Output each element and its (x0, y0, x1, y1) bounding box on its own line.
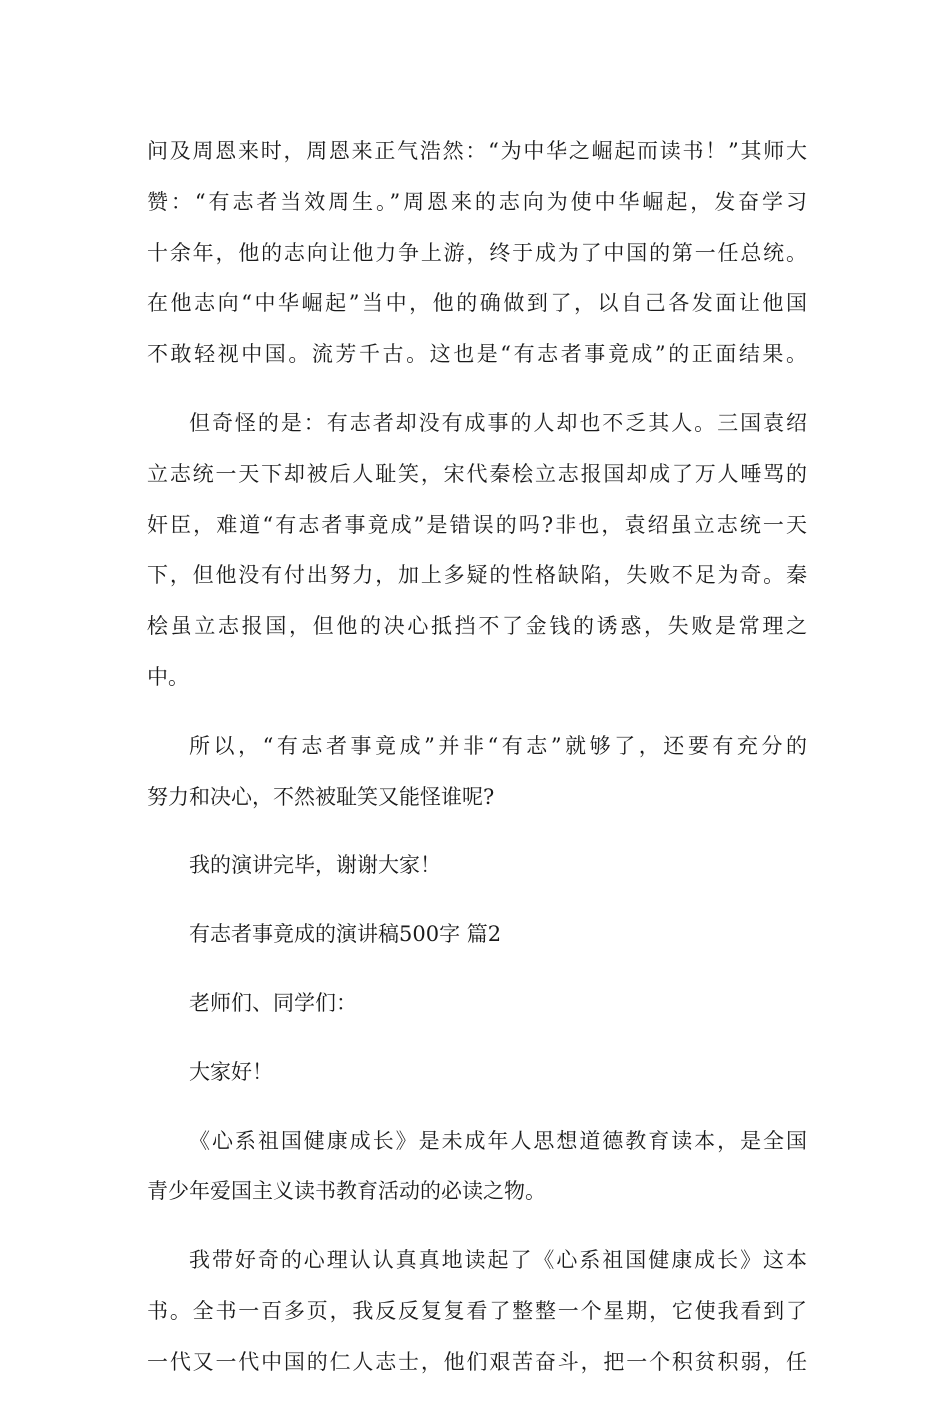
paragraph (147, 978, 807, 1029)
text-line: 在他志向“中华崛起”当中，他的确做到了，以自己各发面让他国 (147, 291, 807, 316)
paragraph (147, 126, 807, 380)
text-line: 我的演讲完毕，谢谢大家！ (189, 853, 441, 878)
paragraph (147, 1047, 807, 1098)
text-line: 所以，“有志者事竟成”并非“有志”就够了，还要有充分的 (189, 733, 807, 758)
text-line: 桧虽立志报国，但他的决心抵挡不了金钱的诱惑，失败是常理之 (147, 614, 807, 639)
text-line: 努力和决心，不然被耻笑又能怪谁呢? (147, 784, 495, 809)
paragraph (147, 721, 807, 823)
text-line: 老师们、同学们： (189, 990, 357, 1015)
text-line: 一代又一代中国的仁人志士，他们艰苦奋斗，把一个积贫积弱，任 (147, 1349, 807, 1374)
text-line: 下，但他没有付出努力，加上多疑的性格缺陷，失败不足为奇。秦 (147, 563, 807, 588)
paragraph (147, 1235, 807, 1387)
text-line: 但奇怪的是：有志者却没有成事的人却也不乏其人。三国袁绍 (189, 410, 807, 435)
paragraph (147, 398, 807, 703)
text-line: 问及周恩来时，周恩来正气浩然：“为中华之崛起而读书！”其师大 (147, 139, 807, 163)
paragraph (147, 840, 807, 891)
text-line: 《心系祖国健康成长》是未成年人思想道德教育读本，是全国 (189, 1128, 807, 1153)
text-line: 有志者事竟成的演讲稿500字 篇2 (189, 922, 502, 947)
text-line: 中。 (147, 664, 189, 689)
text-line: 我带好奇的心理认认真真地读起了《心系祖国健康成长》这本 (189, 1248, 807, 1273)
paragraph (147, 1116, 807, 1218)
text-line: 立志统一天下却被后人耻笑，宋代秦桧立志报国却成了万人唾骂的 (147, 461, 807, 486)
text-line: 十余年，他的志向让他力争上游，终于成为了中国的第一任总统。 (147, 240, 807, 265)
text-line: 不敢轻视中国。流芳千古。这也是“有志者事竟成”的正面结果。 (147, 342, 807, 367)
text-line: 奸臣，难道“有志者事竟成”是错误的吗?非也，袁绍虽立志统一天 (147, 512, 807, 537)
text-line: 赞：“有志者当效周生。”周恩来的志向为使中华崛起，发奋学习 (147, 189, 807, 214)
document-body (147, 126, 807, 1406)
section-heading (147, 909, 807, 960)
text-line: 青少年爱国主义读书教育活动的必读之物。 (147, 1179, 546, 1204)
text-line: 书。全书一百多页，我反反复复看了整整一个星期，它使我看到了 (147, 1298, 807, 1323)
text-line: 大家好！ (189, 1059, 273, 1084)
